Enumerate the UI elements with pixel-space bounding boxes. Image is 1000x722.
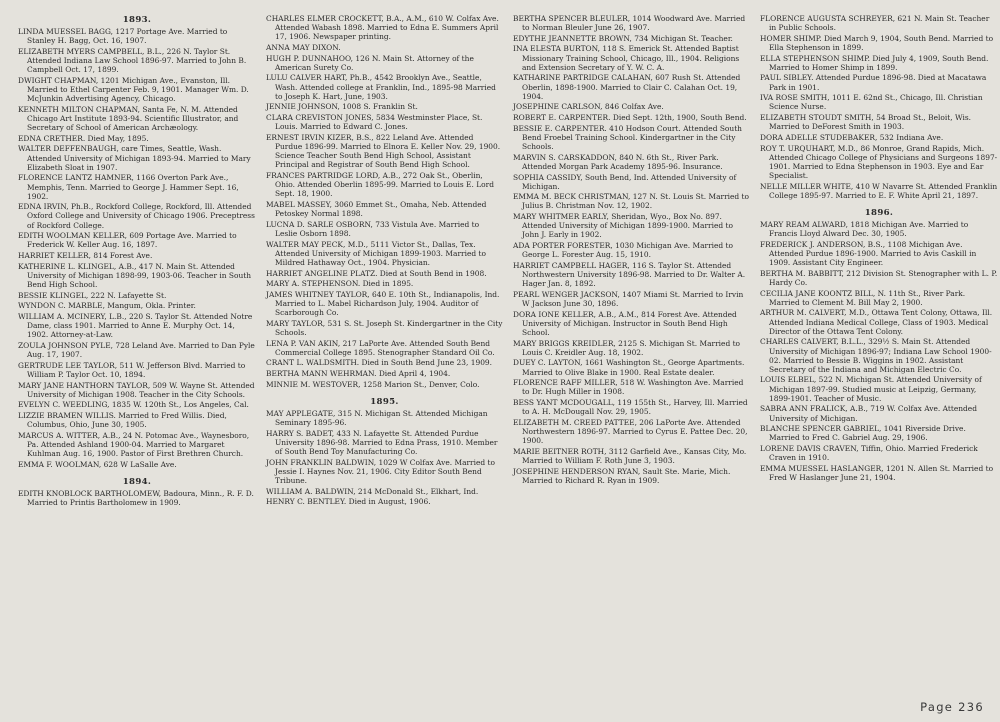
alumni-entry: BLANCHE SPENCER GABRIEL, 1041 Riverside Drive. Married to Fred C. Gabriel Aug. 29, 1906. <box>760 424 966 443</box>
alumni-entry: ADA PORTER FORESTER, 1030 Michigan Ave. Married to George L. Forester Aug. 15, 1910. <box>513 241 733 260</box>
alumni-entry: LIZZIE BRAMEN WILLIS. Married to Fred Willis. Died, Columbus, Ohio, June 30, 1905. <box>18 411 227 430</box>
alumni-entry: ZOULA JOHNSON PYLE, 728 Leland Ave. Married to Dan Pyle Aug. 17, 1907. <box>18 341 255 360</box>
alumni-entry: JOSEPHINE CARLSON, 846 Colfax Ave. <box>513 102 664 112</box>
alumni-entry: WYNDON C. MARBLE, Mangum, Okla. Printer. <box>18 301 196 311</box>
alumni-entry: MINNIE M. WESTOVER, 1258 Marion St., Denver, Colo. <box>266 379 480 389</box>
alumni-entry: PEARL WENGER JACKSON, 1407 Miami St. Married to Irvin W Jackson June 30, 1896. <box>513 289 744 309</box>
alumni-entry: MARY REAM ALWARD, 1818 Michigan Ave. Married to Francis Lloyd Alward Dec. 30, 1905. <box>760 219 969 239</box>
alumni-entry: FREDERICK J. ANDERSON, B.S., 1108 Michigan Ave. Attended Purdue 1896-1900. Married to Avis Caskill in 1909. Assistant City Engineer. <box>760 239 977 268</box>
alumni-entry: BERTHA M. BABBITT, 212 Division St. Stenographer with L. P. Hardy Co. <box>760 268 998 287</box>
alumni-entry: EDITH KNOBLOCK BARTHOLOMEW, Badoura, Minn., R. F. D. Married to Printis Bartholomew in 1909. <box>18 489 254 508</box>
class-year-heading: 1896. <box>864 207 894 218</box>
class-year-heading: 1895. <box>370 396 399 407</box>
alumni-entry: ERNEST IRVIN KIZER, B.S., 822 Leland Ave. Attended Purdue 1896-99. Married to Elnora E. Keller Nov. 29, 1900. Science Teacher South Bend High School, Assistant Principal and Registrar of South Bend High School. <box>266 132 501 170</box>
alumni-entry: EVELYN C. WEEDLING, 1835 W. 120th St., Los Angeles, Cal. <box>18 400 249 410</box>
column-3 <box>509 14 756 509</box>
alumni-entry: JENNIE JOHNSON, 1008 S. Franklin St. <box>266 102 418 112</box>
alumni-entry: MARY WHITMER EARLY, Sheridan, Wyo., Box No. 897. Attended University of Michigan 1899-1900. Married to John J. Early in 1902. <box>513 212 733 240</box>
alumni-entry: INA ELESTA BURTON, 118 S. Emerick St. Attended Baptist Missionary Training School, Chicago, Ill., 1904. Religions and Extension Secretary of Y. W. C. A. <box>513 44 740 72</box>
alumni-entry: BESSIE KLINGEL, 222 N. Lafayette St. <box>18 290 167 300</box>
alumni-entry: IVA ROSE SMITH, 1011 E. 62nd St., Chicago, Ill. Christian Science Nurse. <box>760 93 983 112</box>
alumni-entry: HENRY C. BENTLEY. Died in August, 1906. <box>266 497 431 507</box>
alumni-entry: EMMA MUESSEL HASLANGER, 1201 N. Allen St. Married to Fred W Haslanger June 21, 1904. <box>760 463 994 483</box>
column-2 <box>262 14 509 509</box>
alumni-entry: MARY TAYLOR, 531 S. St. Joseph St. Kindergartner in the City Schools. <box>266 318 503 337</box>
alumni-entry: MARIE BEITNER ROTH, 3112 Garfield Ave., Kansas City, Mo. Married to William F. Roth June 3, 1903. <box>513 446 747 466</box>
alumni-entry: HOMER SHIMP. Died March 9, 1904, South Bend. Married to Ella Stephenson in 1899. <box>760 33 994 52</box>
alumni-entry: EMMA M. BECK CHRISTMAN, 127 N. St. Louis St. Married to Julius B. Christman Nov. 12, 1902. <box>513 192 750 211</box>
alumni-entry: MARY JANE HANTHORN TAYLOR, 509 W. Wayne St. Attended University of Michigan 1908. Teacher in the City Schools. <box>18 380 255 399</box>
class-year-heading: 1893. <box>122 15 152 25</box>
alumni-entry: EDITH WOOLMAN KELLER, 609 Portage Ave. Married to Frederick W. Keller Aug. 16, 1897. <box>18 231 237 250</box>
alumni-entry: HARRIET ANGELINE PLATZ. Died at South Bend in 1908. <box>266 268 487 278</box>
alumni-entry: MARY BRIGGS KREIDLER, 2125 S. Michigan St. Married to Louis C. Kreidler Aug. 18, 1902. <box>513 338 741 357</box>
alumni-entry: WALTER MAY PECK, M.D., 5111 Victor St., Dallas, Tex. Attended University of Michigan 1899-1903. Married to Mildred Hathaway Oct., 1904. Physician. <box>266 239 486 267</box>
alumni-entry: SOPHIA CASSIDY, South Bend, Ind. Attended University of Michigan. <box>513 172 737 191</box>
alumni-entry: HARRIET CAMPBELL HAGER, 116 S. Taylor St. Attended Northwestern University 1896-98. Married to Dr. Walter A. Hager Jan. 8, 1892. <box>513 260 746 289</box>
alumni-entry: WALTER DEFFENBAUGH, care Times, Seattle, Wash. Attended University of Michigan 1893-94. Married to Mary Elizabeth Sloat in 1907. <box>18 144 251 172</box>
column-1 <box>14 14 262 509</box>
alumni-entry: ARTHUR M. CALVERT, M.D., Ottawa Tent Colony, Ottawa, Ill. Attended Indiana Medical College, Class of 1903. Medical Director of the Ottawa Tent Colony. <box>760 308 993 336</box>
alumni-entry: ROY T. URQUHART, M.D., 86 Monroe, Grand Rapids, Mich. Attended Chicago College of Physicians and Surgeons 1897-1901. Married to Edna Stephenson in 1903. Eye and Ear Specialist. <box>760 143 998 180</box>
alumni-entry: CHARLES CALVERT, B.L.L., 329½ S. Main St. Attended University of Michigan 1896-97; Indiana Law School 1900-02. Married to Bessie B. Wiggins in 1902. Assistant Secretary of the Indiana and Michigan Electric Co. <box>760 337 992 374</box>
alumni-entry: LOUIS ELBEL, 522 N. Michigan St. Attended University of Michigan 1897-99. Studied music at Leipzig, Germany, 1899-1901. Teacher of Music. <box>760 375 982 403</box>
page-number: Page 236 <box>920 700 984 714</box>
alumni-entry: BESS YANT MCDOUGALL, 119 155th St., Harvey, Ill. Married to A. H. McDougall Nov. 29, 1905. <box>513 398 748 417</box>
alumni-entry: EMMA F. WOOLMAN, 628 W LaSalle Ave. <box>18 459 177 469</box>
alumni-entry: BERTHA MANN WEHRMAN. Died April 4, 1904. <box>266 369 451 379</box>
alumni-entry: KATHARINE PARTRIDGE CALAHAN, 607 Rush St. Attended Oberlin, 1898-1900. Married to Clair C. Calahan Oct. 19, 1904. <box>513 73 741 101</box>
alumni-entry: LUCNA D. SARLE OSBORN, 733 Vistula Ave. Married to Leslie Osborn 1898. <box>266 219 480 238</box>
alumni-entry: ANNA MAY DIXON. <box>266 42 341 52</box>
alumni-entry: LENA P. VAN AKIN, 217 LaPorte Ave. Attended South Bend Commercial College 1895. Stenographer Standard Oil Co. <box>266 338 495 357</box>
alumni-entry: ELIZABETH STOUDT SMITH, 54 Broad St., Beloit, Wis. Married to DeForest Smith in 1903. <box>760 113 972 132</box>
alumni-entry: CHARLES ELMER CROCKETT, B.A., A.M., 610 W. Colfax Ave. Attended Wabash 1898. Married to Edna E. Summers April 17, 1906. Newspaper printing. <box>266 14 499 42</box>
alumni-entry: FLORENCE LANTZ HAMNER, 1166 Overton Park Ave., Memphis, Tenn. Married to George J. Hammer Sept. 16, 1902. <box>18 173 239 201</box>
alumni-entry: MARVIN S. CARSKADDON, 840 N. 6th St., River Park. Attended Morgan Park Academy 1895-96. Insurance. <box>513 152 723 171</box>
alumni-entry: WILLIAM A. MCINERY, L.B., 220 S. Taylor St. Attended Notre Dame, class 1901. Married to Anne E. Murphy Oct. 14, 1902. Attorney-at-Law. <box>18 312 253 340</box>
columns-container <box>14 14 998 509</box>
alumni-entry: KATHERINE L. KLINGEL, A.B., 417 N. Main St. Attended University of Michigan 1898-99, 1903-06. Teacher in South Bend High School. <box>18 261 252 290</box>
alumni-entry: KENNETH MILTON CHAPMAN, Santa Fe, N. M. Attended Chicago Art Institute 1893-94. Scientific Illustrator, and Secretary of School of American Archæology. <box>18 104 239 133</box>
alumni-entry: BERTHA SPENCER BLEULER, 1014 Woodward Ave. Married to Norman Bleuler June 26, 1907. <box>513 14 746 33</box>
alumni-entry: DORA ADELLE STUDEBAKER, 532 Indiana Ave. <box>760 132 944 142</box>
alumni-entry: CLARA CREVISTON JONES, 5834 Westminster Place, St. Louis. Married to Edward C. Jones. <box>266 113 483 132</box>
alumni-entry: LULU CALVER HART, Ph.B., 4542 Brooklyn Ave., Seattle, Wash. Attended college at Franklin, Ind., 1895-98 Married to Joseph K. Hart, June, 1903. <box>266 73 496 101</box>
alumni-entry: HARRIET KELLER, 814 Forest Ave. <box>18 251 153 261</box>
alumni-entry: NELLE MILLER WHITE, 410 W Navarre St. Attended Franklin College 1895-97. Married to E. F. White April 21, 1897. <box>760 181 998 200</box>
alumni-entry: PAUL SIBLEY. Attended Purdue 1896-98. Died at Macatawa Park in 1901. <box>760 73 987 92</box>
alumni-entry: MARCUS A. WITTER, A.B., 24 N. Potomac Ave., Waynesboro, Pa. Attended Ashland 1900-04. Married to Margaret Kuhlman Aug. 16, 1900. Pastor of First Brethren Church. <box>18 430 250 459</box>
class-year-heading: 1894. <box>122 477 152 488</box>
alumni-entry: HUGH P. DUNNAHOO, 126 N. Main St. Attorney of the American Surety Co. <box>266 53 474 72</box>
alumni-entry: HARRY S. BADET, 433 N. Lafayette St. Attended Purdue University 1896-98. Married to Edna Prass, 1910. Member of South Bend Toy Manufacturing Co. <box>266 428 498 457</box>
alumni-entry: MAY APPLEGATE, 315 N. Michigan St. Attended Michigan Seminary 1895-96. <box>266 408 488 428</box>
alumni-entry: EDNA IRVIN, Ph.B., Rockford College, Rockford, Ill. Attended Oxford College and University of Chicago 1906. Preceptress of Rockford College. <box>18 202 255 230</box>
alumni-entry: EDYTHE JEANNETTE BROWN, 734 Michigan St. Teacher. <box>513 33 733 43</box>
alumni-entry: JAMES WHITNEY TAYLOR, 640 E. 10th St., Indianapolis, Ind. Married to L. Mabel Richardson July, 1904. Auditor of Scarborough Co. <box>266 289 500 318</box>
alumni-entry: FLORENCE RAFF MILLER, 518 W. Washington Ave. Married to Dr. Hugh Miller in 1908. <box>513 378 744 397</box>
alumni-entry: JOHN FRANKLIN BALDWIN, 1029 W Colfax Ave. Married to Jessie I. Haynes Nov. 21, 1906. City Editor South Bend Tribune. <box>266 457 495 486</box>
alumni-entry: SABRA ANN FRALICK, A.B., 719 W. Colfax Ave. Attended University of Michigan. <box>760 404 977 423</box>
alumni-entry: DWIGHT CHAPMAN, 1201 Michigan Ave., Evanston, Ill. Married to Ethel Carpenter Feb. 9, 1901. Manager Wm. D. McJunkin Advertising Agency, Chicago. <box>18 75 249 104</box>
column-4 <box>756 14 1000 509</box>
alumni-entry: LINDA MUESSEL BAGG, 1217 Portage Ave. Married to Stanley H. Bagg, Oct. 16, 1907. <box>18 27 228 46</box>
alumni-entry: BESSIE E. CARPENTER. 410 Hodson Court. Attended South Bend Froebel Training School. Kindergartner in the City Schools. <box>513 123 742 152</box>
alumni-entry: MABEL MASSEY, 3060 Emmet St., Omaha, Neb. Attended Petoskey Normal 1898. <box>266 199 487 219</box>
alumni-entry: CECILIA JANE KOONTZ BILL, N. 11th St., River Park. Married to Clement M. Bill May 2, 1900. <box>760 288 966 307</box>
alumni-entry: WILLIAM A. BALDWIN, 214 McDonald St., Elkhart, Ind. <box>266 486 479 496</box>
alumni-entry: FRANCES PARTRIDGE LORD, A.B., 272 Oak St., Oberlin, Ohio. Attended Oberlin 1895-99. Married to Louis E. Lord Sept. 18, 1900. <box>266 171 494 199</box>
alumni-entry: DUEY C. LAYTON, 1661 Washington St., George Apartments. Married to Olive Blake in 1900. Real Estate dealer. <box>513 358 745 377</box>
alumni-entry: DORA IONE KELLER, A.B., A.M., 814 Forest Ave. Attended University of Michigan. Instructor in South Bend High School. <box>513 309 737 337</box>
alumni-entry: ELIZABETH MYERS CAMPBELL, B.L., 226 N. Taylor St. Attended Indiana Law School 1896-97. Married to John B. Campbell Oct. 17, 1899. <box>18 46 247 75</box>
alumni-entry: EDNA CRETHER. Died May, 1895. <box>18 133 149 143</box>
alumni-entry: JOSEPHINE HENDERSON RYAN, Sault Ste. Marie, Mich. Married to Richard R. Ryan in 1909. <box>513 466 731 485</box>
alumni-entry: GERTRUDE LEE TAYLOR, 511 W. Jefferson Blvd. Married to William P. Taylor Oct. 10, 1894. <box>18 360 246 379</box>
alumni-entry: MARY A. STEPHENSON. Died in 1895. <box>266 279 414 289</box>
alumni-entry: LORENE DAVIS CRAVEN, Tiffin, Ohio. Married Frederick Craven in 1910. <box>760 444 978 463</box>
alumni-entry: ELLA STEPHENSON SHIMP. Died July 4, 1909, South Bend. Married to Homer Shimp in 1899. <box>760 53 989 72</box>
alumni-entry: ROBERT E. CARPENTER. Died Sept. 12th, 1900, South Bend. <box>513 113 747 123</box>
alumni-entry: FLORENCE AUGUSTA SCHREYER, 621 N. Main St. Teacher in Public Schools. <box>760 14 990 33</box>
alumni-entry: CRANT L. WALDSMITH. Died in South Bend June 23, 1909. <box>266 358 493 368</box>
alumni-entry: ELIZABETH M. CREED PATTEE, 206 LaPorte Ave. Attended Northwestern 1896-97. Married to Cyrus E. Pattee Dec. 20, 1900. <box>513 417 748 446</box>
